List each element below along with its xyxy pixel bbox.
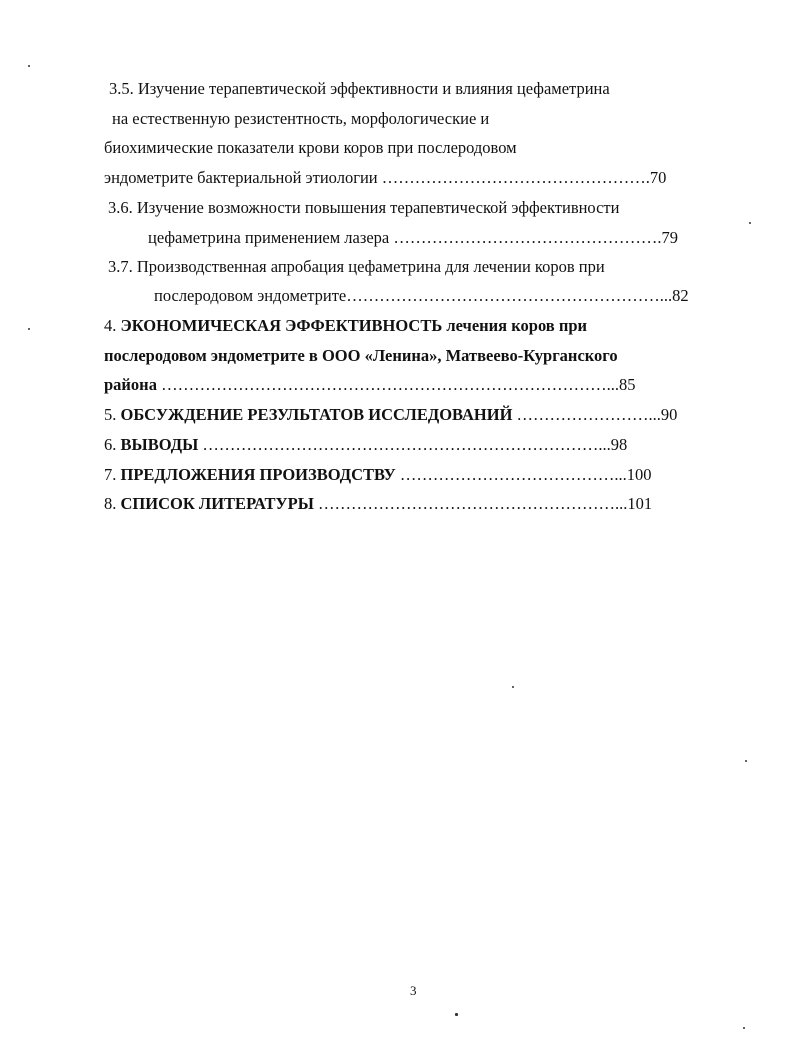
- toc-entry-5-title: ОБСУЖДЕНИЕ РЕЗУЛЬТАТОВ ИССЛЕДОВАНИЙ: [120, 405, 513, 424]
- toc-entry-4-title: ЭКОНОМИЧЕСКАЯ ЭФФЕКТИВНОСТЬ лечения коров при: [120, 316, 588, 335]
- toc-entry-8-title: СПИСОК ЛИТЕРАТУРЫ: [120, 494, 314, 513]
- toc-entry-8: [104, 494, 652, 514]
- toc-entry-3-6-line-2: цефаметрина применением лазера ………………………………………….79: [148, 228, 679, 247]
- toc-entry-7: [104, 465, 652, 485]
- toc-entry-7-title: ПРЕДЛОЖЕНИЯ ПРОИЗВОДСТВУ: [120, 465, 396, 484]
- toc-entry-4-line-2: послеродовом эндометрите в ООО «Ленина», Матвеево-Курганского: [104, 346, 618, 365]
- toc-entry-3-5-line-1: 3.5. Изучение терапевтической эффективности и влияния цефаметрина: [109, 79, 610, 98]
- toc-entry-3-5-line-2: на естественную резистентность, морфологические и: [112, 109, 490, 128]
- scan-speck: [455, 1013, 458, 1016]
- toc-entry-8-leader: ………………………………………………...101: [313, 494, 653, 513]
- toc-entry-4-line-3: [104, 375, 635, 395]
- toc-entry-3-5-line-3: биохимические показатели крови коров при послеродовом: [104, 138, 517, 157]
- toc-entry-3-7-line-2: послеродовом эндометрите…………………………………………………...82: [154, 286, 689, 305]
- toc-entry-4-title-end: района: [104, 375, 157, 394]
- toc-entry-8-number: 8.: [104, 494, 121, 513]
- toc-entry-5-leader: ……………………...90: [512, 405, 678, 424]
- scan-speck: [512, 686, 514, 688]
- toc-entry-5: [104, 405, 677, 425]
- toc-entry-5-number: 5.: [104, 405, 121, 424]
- scan-speck: [28, 65, 30, 67]
- toc-entry-6-title: ВЫВОДЫ: [120, 435, 199, 454]
- toc-entry-4-leader: ………………………………………………………………………...85: [156, 375, 636, 394]
- page-number: 3: [410, 983, 417, 998]
- scan-speck: [749, 222, 751, 224]
- toc-entry-3-7-line-1: 3.7. Производственная апробация цефаметрина для лечении коров при: [108, 257, 605, 276]
- toc-entry-6-leader: ………………………………………………………………...98: [198, 435, 628, 454]
- scan-speck: [28, 328, 30, 330]
- scan-speck: [743, 1027, 745, 1029]
- toc-entry-7-number: 7.: [104, 465, 121, 484]
- toc-entry-3-5-line-4: эндометрите бактериальной этиологии ………………………………………….70: [104, 168, 667, 187]
- toc-entry-6: [104, 435, 627, 455]
- scan-speck: [745, 760, 747, 762]
- toc-entry-4-number: 4.: [104, 316, 121, 335]
- toc-entry-6-number: 6.: [104, 435, 121, 454]
- toc-entry-7-leader: …………………………………...100: [395, 465, 652, 484]
- toc-entry-3-6-line-1: 3.6. Изучение возможности повышения терапевтической эффективности: [108, 198, 620, 217]
- toc-entry-4-line-1: [104, 316, 587, 336]
